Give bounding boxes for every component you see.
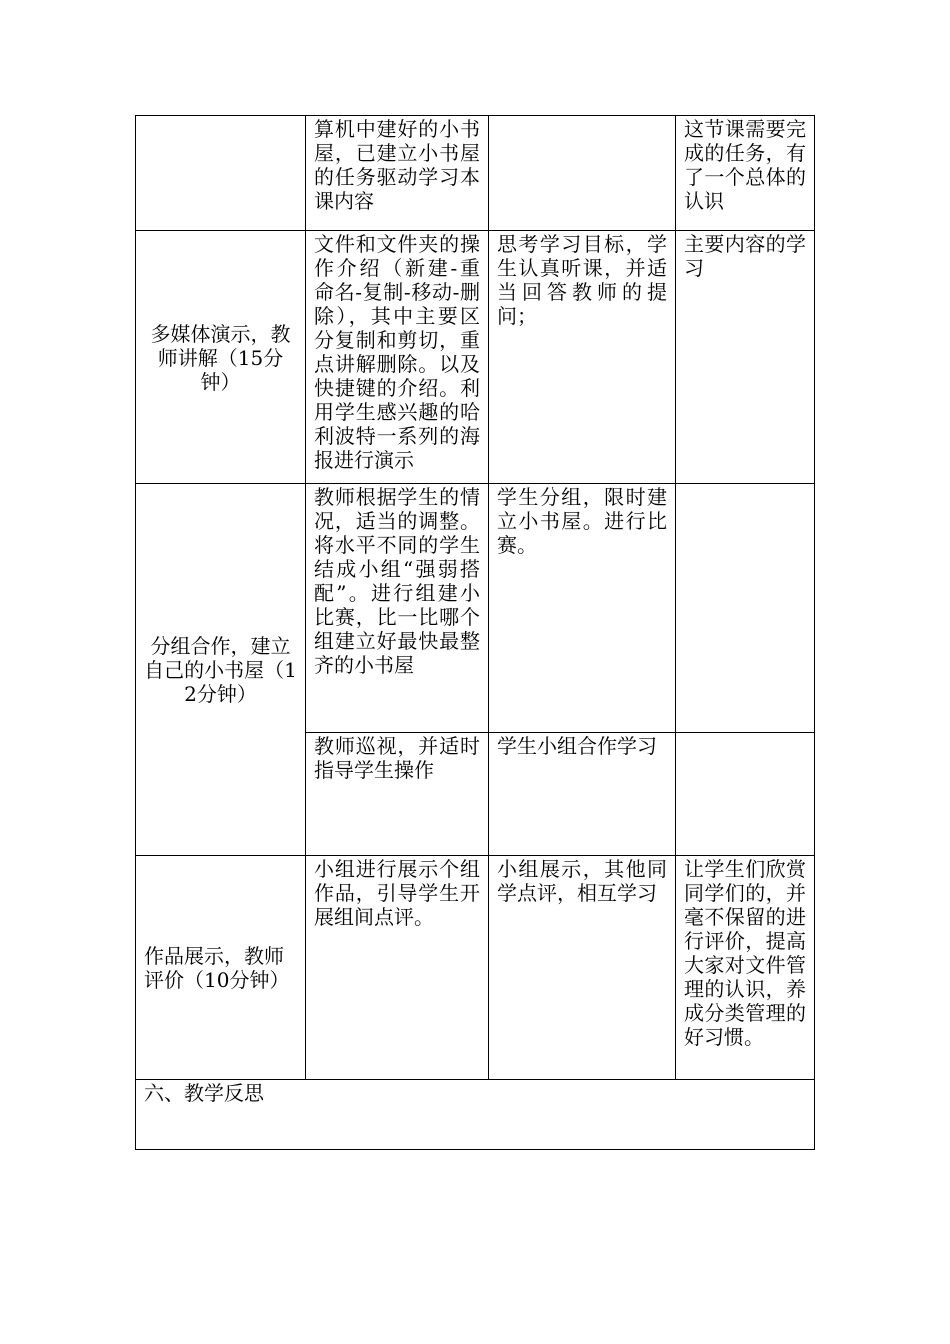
design-intent-cell: 让学生们欣赏同学们的，并毫不保留的进行评价，提高大家对文件管理的认识，养成分类管理的好习惯。 [676,856,815,1080]
stage-cell: 分组合作，建立自己的小书屋（12分钟） [136,484,306,856]
student-activity-cell: 学生分组，限时建立小书屋。进行比赛。 [489,484,676,733]
teacher-activity-cell: 算机中建好的小书屋，已建立小书屋的任务驱动学习本课内容 [306,116,489,231]
student-activity-cell [489,116,676,231]
design-intent-cell [676,484,815,733]
teacher-activity-cell: 教师巡视，并适时指导学生操作 [306,733,489,856]
table-row [136,856,815,1080]
table-row [136,1080,815,1150]
table-row [136,231,815,484]
teacher-activity-cell: 文件和文件夹的操作介绍（新建-重命名-复制-移动-删除），其中主要区分复制和剪切，重点讲解删除。以及快捷键的介绍。利用学生感兴趣的哈利波特一系列的海报进行演示 [306,231,489,484]
table-row [136,116,815,231]
teacher-activity-cell: 小组进行展示个组作品，引导学生开展组间点评。 [306,856,489,1080]
stage-cell: 多媒体演示，教师讲解（15分钟） [136,231,306,484]
student-activity-cell: 小组展示，其他同学点评，相互学习 [489,856,676,1080]
teacher-activity-cell: 教师根据学生的情况，适当的调整。将水平不同的学生结成小组“强弱搭配”。进行组建小比赛，比一比哪个组建立好最快最整齐的小书屋 [306,484,489,733]
table-row [136,484,815,733]
student-activity-cell: 思考学习目标，学生认真听课，并适当回答教师的提问； [489,231,676,484]
stage-cell: 作品展示，教师评价（10分钟） [136,856,306,1080]
student-activity-cell: 学生小组合作学习 [489,733,676,856]
design-intent-cell [676,733,815,856]
design-intent-cell: 主要内容的学习 [676,231,815,484]
design-intent-cell: 这节课需要完成的任务，有了一个总体的认识 [676,116,815,231]
reflection-heading: 六、教学反思 [136,1080,815,1150]
lesson-plan-table [135,115,815,1150]
stage-cell [136,116,306,231]
